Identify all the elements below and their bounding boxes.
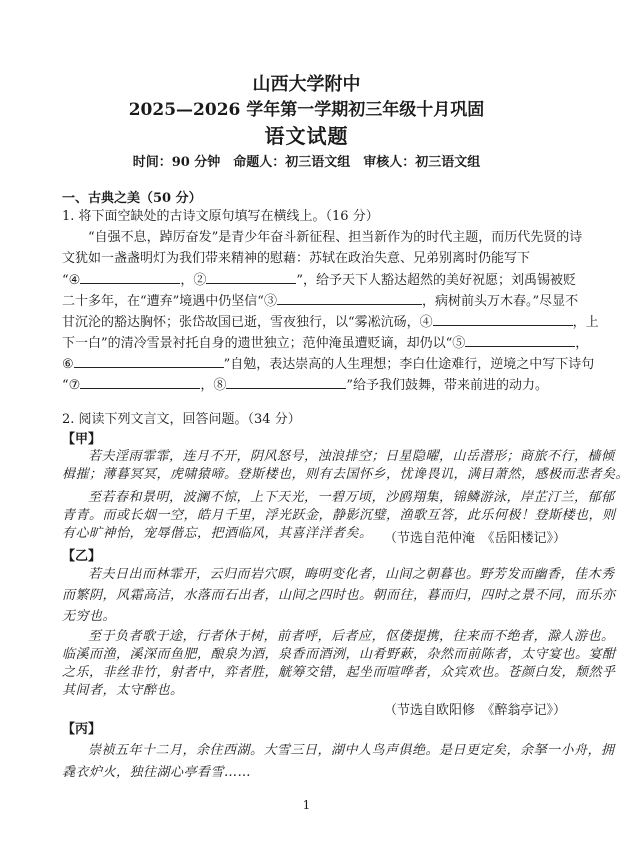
passage-jia-label: 【甲】: [62, 432, 102, 447]
passage-line: 之乐，非丝非竹，射者中，弈者胜，觥筹交错，起坐而喧哗者，众宾欢也。苍颜白发，颓然乎: [62, 665, 616, 680]
passage-line: 楫摧；薄暮冥冥，虎啸猿啼。登斯楼也，则有去国怀乡，忧谗畏讥，满目萧然，感极而悲者矣。: [62, 467, 629, 482]
q1-line-2: 文犹如一盏盏明灯为我们带来精神的慰藉：苏轼在政治失意、兄弟别离时仍能写下: [62, 251, 531, 266]
question-2-prompt: 2. 阅读下列文言文，回答问题。（34 分）: [62, 412, 301, 427]
passage-line: 若夫日出而林霏开，云归而岩穴暝，晦明变化者，山间之朝暮也。野芳发而幽香，佳木秀: [88, 567, 615, 582]
q1-line-6: 下一白”的清冷雪景衬托自身的遗世独立；范仲淹虽遭贬谪，却仍以“⑤ ，: [62, 336, 589, 351]
answer-blank-1[interactable]: [80, 271, 180, 284]
answer-blank-6[interactable]: [74, 355, 224, 368]
passage-line: 青青。而或长烟一空，皓月千里，浮光跃金，静影沉璧，渔歌互答，此乐何极！登斯楼也，则: [62, 508, 616, 523]
passage-line: 临溪而渔，溪深而鱼肥，酿泉为酒，泉香而酒洌，山肴野蔌，杂然而前陈者，太守宴也。宴酣: [62, 647, 616, 662]
answer-blank-3[interactable]: [277, 292, 422, 305]
answer-blank-8[interactable]: [226, 376, 346, 389]
passage-line: 至若春和景明，波澜不惊，上下天光，一碧万顷，沙鸥翔集，锦鳞游泳，岸芷汀兰，郁郁: [88, 490, 615, 505]
passage-yi-label: 【乙】: [62, 549, 102, 564]
passage-line: 至于负者歌于途，行者休于树，前者呼，后者应，伛偻提携，往来而不绝者，滁人游也。: [88, 629, 615, 644]
passage-line: 其间者，太守醉也。: [62, 683, 184, 698]
passage-jia-source: （节选自范仲淹 《岳阳楼记》）: [383, 531, 566, 546]
answer-blank-5[interactable]: [465, 334, 575, 347]
passage-line: 而繁阴，风霜高洁，水落而石出者，山间之四时也。朝而往，暮而归，四时之景不同，而乐亦: [62, 588, 616, 603]
section-title: 一、古典之美（50 分）: [62, 191, 202, 206]
subject-title: 语文试题: [264, 124, 349, 148]
q1-line-8: “⑦ ，⑧ ”给予我们鼓舞，带来前进的动力。: [62, 378, 548, 393]
passage-yi-source: （节选自欧阳修 《醉翁亭记》）: [383, 703, 566, 718]
answer-blank-2[interactable]: [206, 271, 296, 284]
passage-line: 无穷也。: [62, 609, 117, 624]
answer-blank-7[interactable]: [80, 376, 200, 389]
page-number: 1: [302, 798, 311, 812]
passage-line: 崇祯五年十二月，余住西湖。大雪三日，湖中人鸟声俱绝。是日更定矣，余拏一小舟，拥: [88, 743, 615, 758]
passage-line: 有心旷神怡，宠辱偕忘，把酒临风，其喜洋洋者矣。: [62, 526, 373, 541]
question-1-prompt: 1. 将下面空缺处的古诗文原句填写在横线上。（16 分）: [62, 209, 379, 224]
q1-line-7: ⑥ ”自勉，表达崇高的人生理想；李白仕途难行，逆境之中写下诗句: [62, 357, 595, 372]
passage-line: 毳衣炉火，独往湖心亭看雪……: [62, 765, 252, 780]
answer-blank-4[interactable]: [433, 313, 573, 326]
passage-line: 若夫淫雨霏霏，连月不开，阴风怒号，浊浪排空；日星隐曜，山岳潜形；商旅不行，樯倾: [88, 449, 615, 464]
q1-line-5: 甘沉沦的豁达胸怀；张岱故国已逝，雪夜独行，以“雾凇沆砀，④ ，上: [62, 315, 599, 330]
passage-bing-label: 【丙】: [62, 722, 102, 737]
exam-term-title: 2025—2026 学年第一学期初三年级十月巩固: [128, 100, 485, 120]
q1-line-3: “④ ，② ”，给予天下人豁达超然的美好祝愿；刘禹锡被贬: [62, 273, 576, 288]
exam-meta: 时间：90 分钟 命题人：初三语文组 审核人：初三语文组: [132, 155, 481, 170]
q1-line-1: “自强不息，踔厉奋发”是青少年奋斗新征程、担当新作为的时代主题，而历代先贤的诗: [88, 230, 583, 245]
school-name: 山西大学附中: [252, 74, 361, 95]
q1-line-4: 二十多年，在“遭弃”境遇中仍坚信“③ ，病树前头万木春。”尽显不: [62, 294, 579, 309]
